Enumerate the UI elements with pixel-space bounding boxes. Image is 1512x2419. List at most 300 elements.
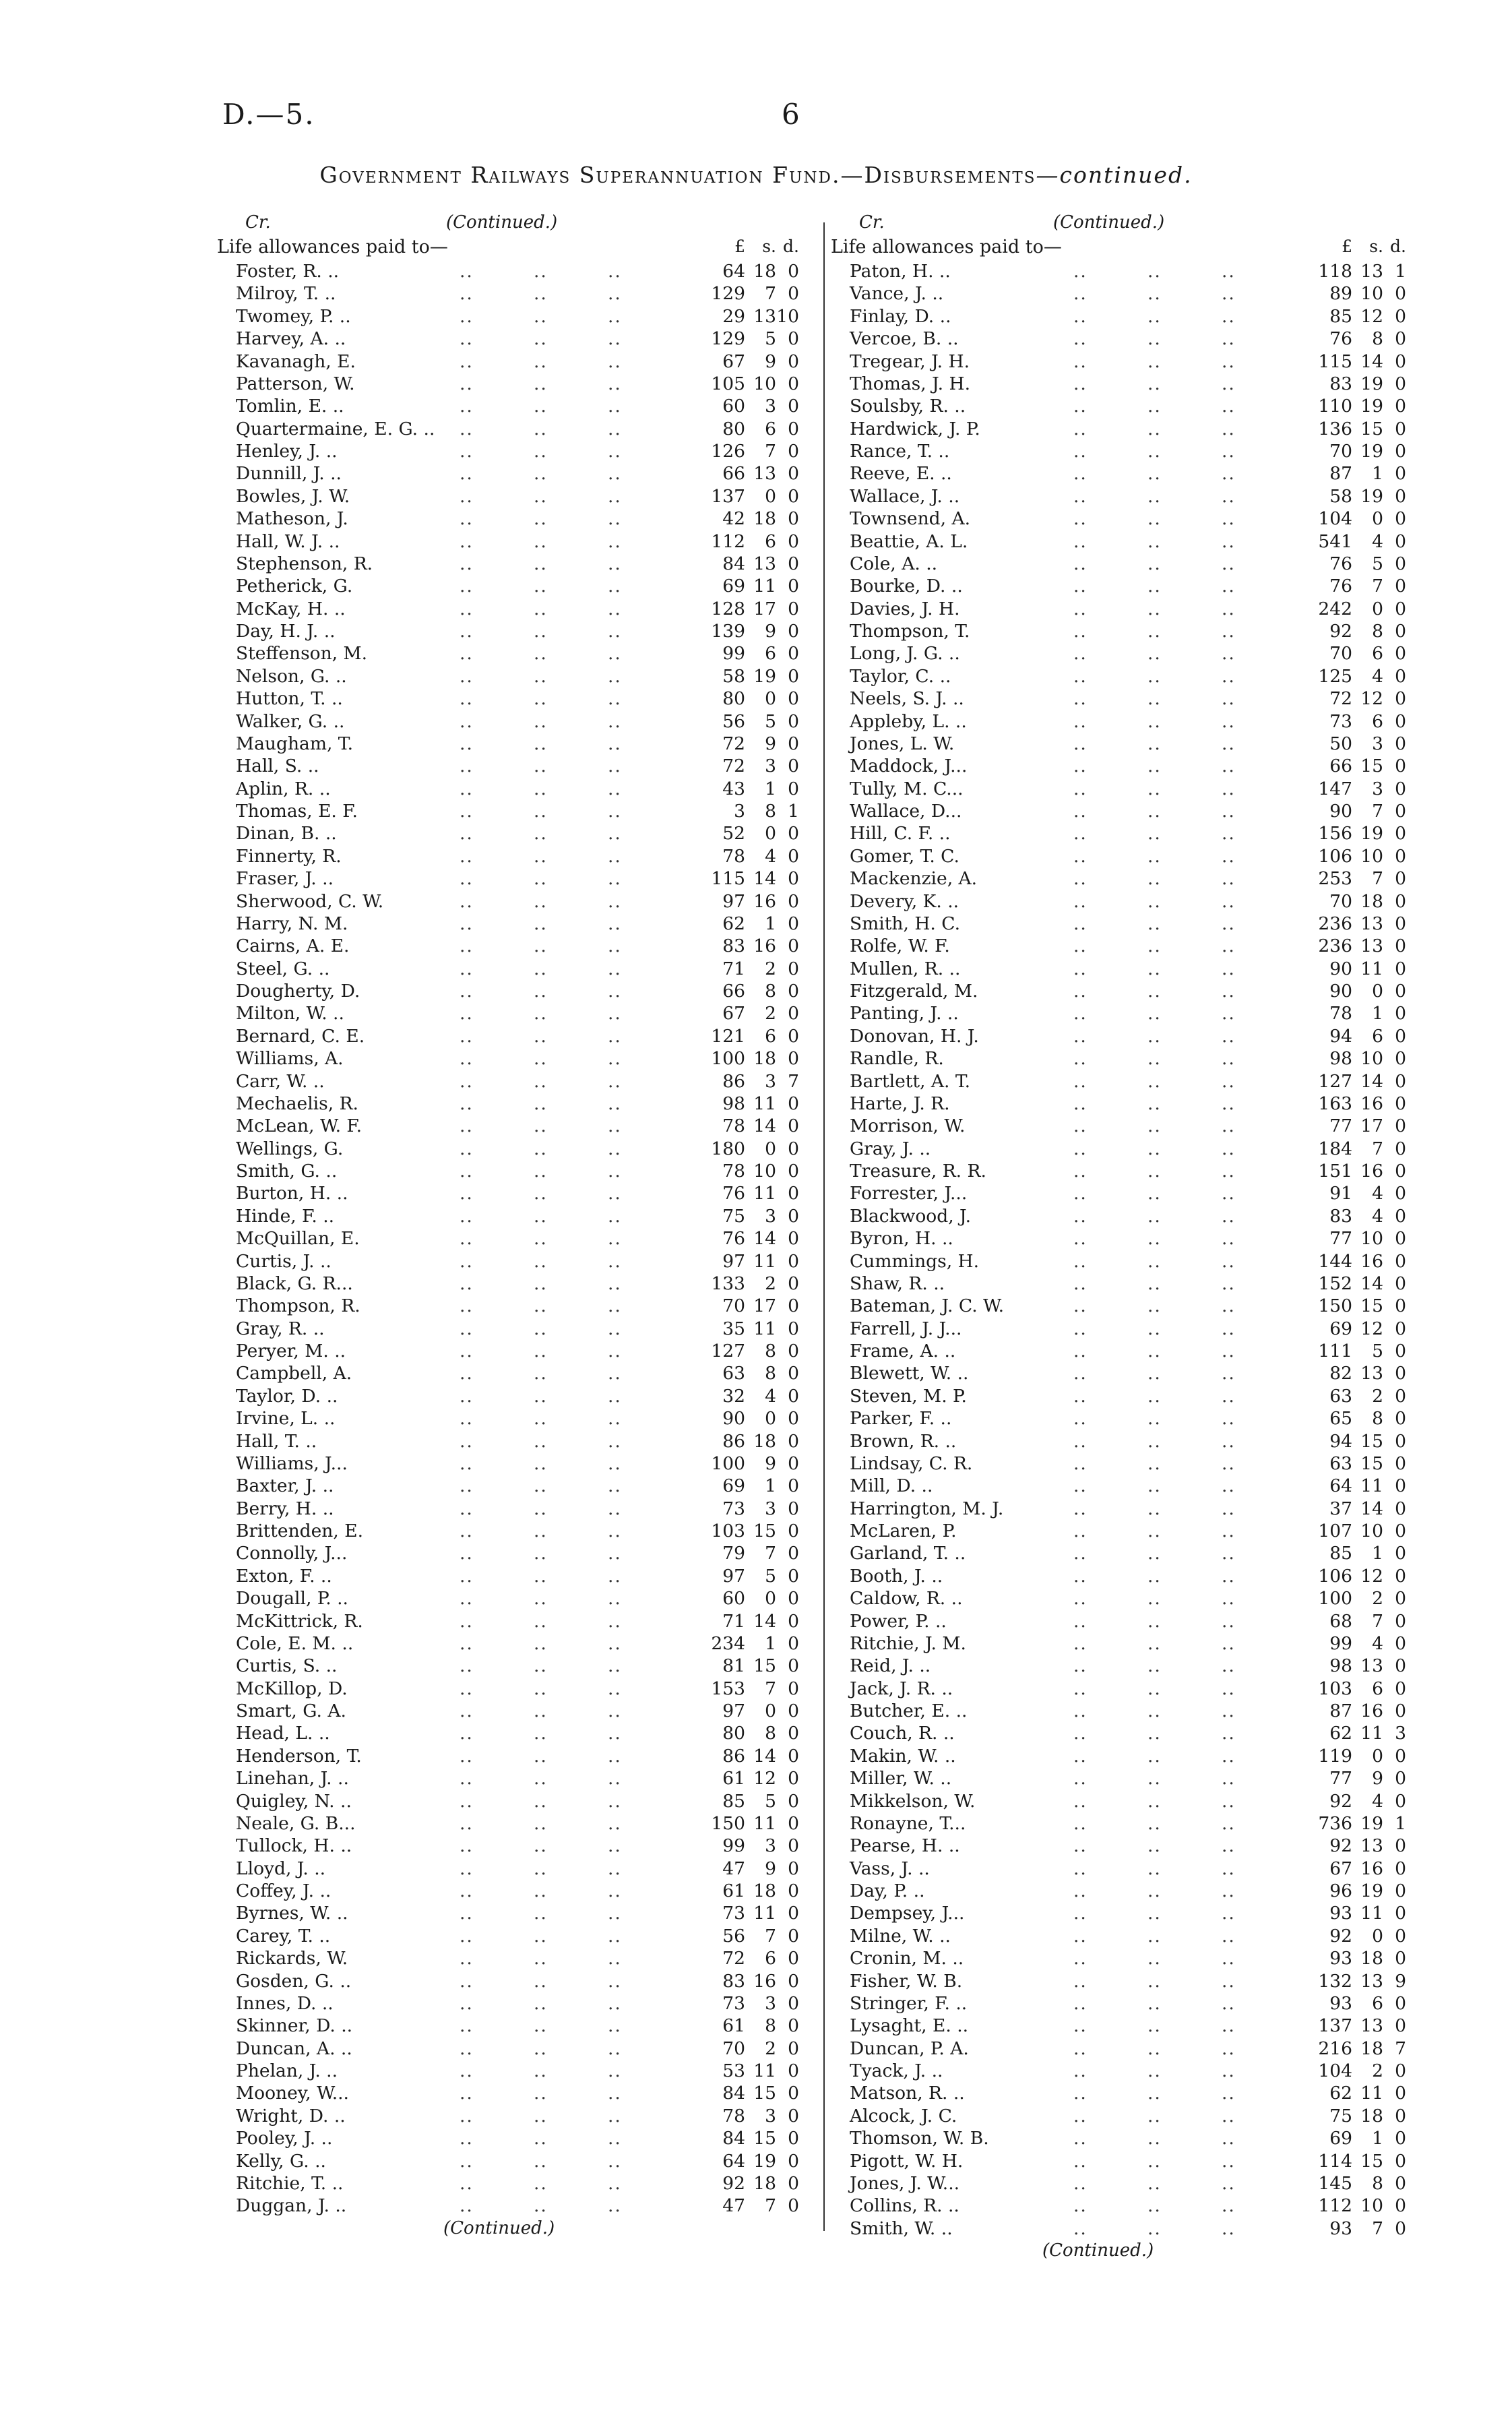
leader-dots: .. [1222,1385,1236,1407]
amount-pounds: 736 [1318,1812,1352,1834]
right-ledger-column [831,212,1412,2266]
table-row [217,845,817,867]
table-row [831,1339,1412,1361]
leader-dots: .. [460,1205,474,1227]
amount-pounds: 89 [1329,283,1352,305]
leader-dots: .. [608,1250,622,1272]
leader-dots: .. [1073,1678,1088,1699]
leader-dots: .. [534,1183,548,1204]
table-row [217,2059,817,2081]
amount-pounds: 93 [1329,1992,1352,2014]
leader-dots: .. [1073,1723,1088,1744]
leader-dots: .. [1222,1273,1236,1294]
pensioner-name: Soulsby, R. .. [850,396,966,417]
amount-shillings: 11 [753,1812,776,1834]
pensioner-name: Taylor, D. .. [236,1385,338,1407]
amount-pence: 0 [1395,1318,1406,1339]
amount-pence: 0 [1395,1183,1406,1204]
table-row [831,1159,1412,1182]
leader-dots: .. [1222,305,1236,327]
table-row [831,2081,1412,2104]
amount-pounds: 153 [711,1678,745,1699]
amount-pence: 0 [788,981,799,1002]
pensioner-name: Harte, J. R. [850,1093,950,1114]
amount-shillings: 19 [1360,373,1383,394]
leader-dots: .. [1147,1318,1162,1339]
table-row [217,417,817,439]
amount-shillings: 1 [765,1475,776,1497]
amount-shillings: 16 [1360,1161,1383,1182]
leader-dots: .. [608,1565,622,1587]
leader-dots: .. [534,576,548,597]
leader-dots: .. [460,1655,474,1677]
leader-dots: .. [460,1723,474,1744]
pensioner-name: Panting, J. .. [850,1003,959,1024]
amount-pounds: 83 [1329,1205,1352,1227]
table-row [831,1474,1412,1496]
leader-dots: .. [460,1025,474,1047]
leader-dots: .. [1222,441,1236,462]
pensioner-name: Henley, J. .. [236,441,338,462]
leader-dots: .. [460,958,474,979]
pensioner-name: Curtis, S. .. [236,1655,338,1677]
amount-shillings: 14 [753,1115,776,1137]
pensioner-name: Williams, A. [236,1048,344,1070]
amount-shillings: 1 [1372,1543,1383,1564]
leader-dots: .. [1147,1521,1162,1541]
amount-pounds: 63 [1329,1452,1352,1474]
leader-dots: .. [608,2060,622,2081]
amount-pounds: 151 [1318,1161,1352,1182]
amount-pence: 0 [788,1138,799,1159]
amount-pounds: 70 [722,2038,745,2059]
amount-pounds: 91 [1329,1183,1352,1204]
table-row [831,642,1412,664]
leader-dots: .. [608,1161,622,1182]
amount-pence: 0 [1395,553,1406,574]
leader-dots: .. [608,1363,622,1384]
leader-dots: .. [608,1183,622,1204]
leader-dots: .. [534,981,548,1002]
amount-shillings: 19 [1360,823,1383,845]
pensioner-name: Butcher, E. .. [850,1701,968,1721]
leader-dots: .. [460,1183,474,1204]
amount-shillings: 1 [1372,463,1383,485]
amount-pounds: 84 [722,2083,745,2104]
left-shillings-header: s. [762,237,776,256]
amount-pence: 0 [788,2105,799,2126]
leader-dots: .. [1073,2105,1088,2126]
pensioner-name: Carr, W. .. [236,1070,325,1092]
amount-pence: 0 [1395,305,1406,327]
amount-pence: 0 [1395,1880,1406,1901]
leader-dots: .. [1147,485,1162,507]
leader-dots: .. [1147,733,1162,754]
amount-shillings: 2 [765,1273,776,1294]
leader-dots: .. [1147,823,1162,845]
leader-dots: .. [534,553,548,574]
table-row [831,1924,1412,1947]
amount-pounds: 156 [1318,823,1352,845]
amount-shillings: 12 [1360,305,1383,327]
leader-dots: .. [460,1250,474,1272]
amount-pounds: 98 [1329,1655,1352,1677]
table-row [217,2014,817,2036]
amount-pence: 0 [788,665,799,687]
amount-pounds: 99 [1329,1632,1352,1654]
amount-pence: 0 [1395,1363,1406,1384]
table-row [217,1924,817,1947]
pensioner-name: McLaren, P. [850,1521,957,1541]
amount-pounds: 150 [1318,1295,1352,1317]
amount-shillings: 9 [765,1858,776,1879]
leader-dots: .. [1222,261,1236,282]
amount-pence: 0 [1395,1768,1406,1789]
table-row [217,1024,817,1047]
leader-dots: .. [608,1992,622,2014]
leader-dots: .. [608,1970,622,1992]
amount-pence: 0 [1395,373,1406,394]
table-row [831,799,1412,822]
amount-pence: 0 [1395,598,1406,619]
amount-shillings: 13 [1360,2015,1383,2037]
leader-dots: .. [1222,733,1236,754]
leader-dots: .. [460,1452,474,1474]
leader-dots: .. [460,823,474,845]
leader-dots: .. [1073,598,1088,619]
amount-shillings: 3 [1372,778,1383,799]
pensioner-name: Day, P. .. [850,1880,925,1901]
amount-shillings: 6 [1372,1678,1383,1699]
leader-dots: .. [1073,1521,1088,1541]
leader-dots: .. [608,710,622,732]
leader-dots: .. [534,418,548,439]
pensioner-name: Davies, J. H. [850,598,960,619]
amount-shillings: 13 [1360,261,1383,282]
amount-pounds: 50 [1329,733,1352,754]
table-row [217,687,817,709]
pensioner-name: Cummings, H. [850,1250,980,1272]
amount-shillings: 9 [765,621,776,642]
leader-dots: .. [1147,1363,1162,1384]
amount-pence: 7 [788,1070,799,1092]
pensioner-name: Thompson, T. [850,621,970,642]
table-row [217,1992,817,2014]
amount-shillings: 15 [1360,1452,1383,1474]
amount-shillings: 14 [753,1228,776,1250]
leader-dots: .. [1222,2217,1236,2239]
leader-dots: .. [460,530,474,552]
amount-shillings: 0 [1372,981,1383,1002]
pensioner-name: Thomas, J. H. [850,373,971,394]
leader-dots: .. [1222,350,1236,372]
leader-dots: .. [460,508,474,530]
left-pounds-header: £ [734,237,745,256]
leader-dots: .. [460,621,474,642]
amount-pence: 0 [1395,621,1406,642]
pensioner-name: Exton, F. .. [236,1565,332,1587]
pensioner-name: Lindsay, C. R. [850,1452,973,1474]
amount-pounds: 77 [1329,1115,1352,1137]
table-row [217,1812,817,1834]
leader-dots: .. [534,530,548,552]
table-row [217,439,817,462]
table-row [217,2126,817,2149]
pensioner-name: Thomson, W. B. [850,2128,989,2149]
amount-pence: 0 [1395,1835,1406,1857]
table-row [831,777,1412,799]
leader-dots: .. [608,2172,622,2194]
table-row [217,732,817,754]
amount-pence: 0 [1395,350,1406,372]
leader-dots: .. [1222,1880,1236,1901]
leader-dots: .. [1073,1273,1088,1294]
leader-dots: .. [460,2128,474,2149]
amount-pounds: 73 [722,1903,745,1924]
amount-pence: 0 [1395,2105,1406,2126]
amount-shillings: 18 [753,261,776,282]
leader-dots: .. [608,1678,622,1699]
leader-dots: .. [1222,1408,1236,1430]
amount-pounds: 47 [722,1858,745,1879]
leader-dots: .. [1222,936,1236,957]
amount-pounds: 115 [1318,350,1352,372]
leader-dots: .. [1147,778,1162,799]
pensioner-name: Donovan, H. J. [850,1025,979,1047]
leader-dots: .. [1073,1452,1088,1474]
pensioner-name: Mackenzie, A. [850,868,978,890]
table-row [217,2172,817,2194]
amount-shillings: 8 [1372,328,1383,350]
amount-shillings: 5 [765,710,776,732]
leader-dots: .. [1147,710,1162,732]
pensioner-name: Smart, G. A. [236,1701,346,1721]
pensioner-name: Dempsey, J... [850,1903,965,1924]
table-row [217,1767,817,1789]
pensioner-name: Matson, R. .. [850,2083,965,2104]
amount-pounds: 29 [722,305,745,327]
leader-dots: .. [1222,1903,1236,1924]
leader-dots: .. [608,688,622,710]
leader-dots: .. [1222,530,1236,552]
amount-pence: 0 [788,1925,799,1947]
leader-dots: .. [1147,1790,1162,1812]
amount-pounds: 56 [722,1925,745,1947]
pensioner-name: Maddock, J... [850,756,968,777]
leader-dots: .. [460,2195,474,2217]
table-row [217,642,817,664]
leader-dots: .. [1147,1948,1162,1969]
amount-pounds: 35 [722,1318,745,1339]
leader-dots: .. [608,1228,622,1250]
table-row [831,1610,1412,1632]
leader-dots: .. [1073,1408,1088,1430]
pensioner-name: Thompson, R. [236,1295,360,1317]
leader-dots: .. [1147,2217,1162,2239]
pensioner-name: Mikkelson, W. [850,1790,976,1812]
table-row [217,1137,817,1159]
leader-dots: .. [534,1745,548,1767]
leader-dots: .. [534,665,548,687]
amount-pounds: 60 [722,1588,745,1610]
pensioner-name: Mill, D. .. [850,1475,933,1497]
amount-shillings: 11 [1360,2083,1383,2104]
leader-dots: .. [608,778,622,799]
amount-pence: 0 [788,576,799,597]
amount-pence: 0 [788,373,799,394]
amount-pence: 0 [1395,1273,1406,1294]
amount-shillings: 14 [1360,1273,1383,1294]
leader-dots: .. [1073,1610,1088,1632]
leader-dots: .. [1147,2083,1162,2104]
amount-pounds: 70 [722,1295,745,1317]
leader-dots: .. [534,2128,548,2149]
amount-pounds: 112 [1318,2195,1352,2217]
table-row [217,394,817,417]
leader-dots: .. [534,621,548,642]
amount-pence: 0 [1395,845,1406,867]
amount-pounds: 111 [1318,1341,1352,1361]
leader-dots: .. [1147,1678,1162,1699]
leader-dots: .. [1222,418,1236,439]
leader-dots: .. [534,756,548,777]
amount-shillings: 6 [1372,1992,1383,2014]
amount-pence: 0 [1395,688,1406,710]
leader-dots: .. [460,576,474,597]
amount-pence: 0 [1395,1632,1406,1654]
pensioner-name: Berry, H. .. [236,1498,334,1519]
amount-pounds: 85 [722,1790,745,1812]
leader-dots: .. [1222,1161,1236,1182]
leader-dots: .. [1073,1565,1088,1587]
pensioner-name: Ronayne, T... [850,1812,966,1834]
amount-pounds: 236 [1318,913,1352,934]
table-row [217,957,817,979]
leader-dots: .. [534,485,548,507]
amount-pounds: 129 [711,328,745,350]
leader-dots: .. [608,1318,622,1339]
amount-pounds: 32 [722,1385,745,1407]
leader-dots: .. [460,1318,474,1339]
table-row [831,1182,1412,1204]
amount-pounds: 92 [1329,1835,1352,1857]
amount-pence: 1 [788,801,799,822]
leader-dots: .. [1222,283,1236,305]
pensioner-name: Coffey, J. .. [236,1880,332,1901]
pensioner-name: Connolly, J... [236,1543,348,1564]
amount-pounds: 118 [1318,261,1352,282]
amount-pounds: 80 [722,1723,745,1744]
amount-pence: 0 [788,1430,799,1452]
leader-dots: .. [460,868,474,890]
table-row [217,574,817,596]
amount-pounds: 42 [722,508,745,530]
table-row [217,1114,817,1136]
table-row [831,259,1412,282]
pensioner-name: Reid, J. .. [850,1655,931,1677]
leader-dots: .. [608,1521,622,1541]
leader-dots: .. [534,1610,548,1632]
amount-shillings: 14 [1360,350,1383,372]
amount-shillings: 7 [765,2195,776,2217]
leader-dots: .. [534,1903,548,1924]
leader-dots: .. [1147,936,1162,957]
pensioner-name: Couch, R. .. [850,1723,955,1744]
amount-shillings: 4 [1372,665,1383,687]
leader-dots: .. [460,598,474,619]
pensioner-name: Dinan, B. .. [236,823,337,845]
table-row [831,372,1412,394]
leader-dots: .. [608,1655,622,1677]
amount-shillings: 16 [1360,1250,1383,1272]
amount-shillings: 6 [765,530,776,552]
pensioner-name: Curtis, J. .. [236,1250,332,1272]
leader-dots: .. [608,1948,622,1969]
amount-pounds: 65 [1329,1408,1352,1430]
amount-shillings: 11 [753,2060,776,2081]
amount-pence: 0 [1395,1903,1406,1924]
table-row [217,1969,817,1992]
amount-shillings: 3 [765,1205,776,1227]
leader-dots: .. [608,913,622,934]
amount-pence: 9 [1395,1970,1406,1992]
table-row [831,687,1412,709]
table-row [831,979,1412,1002]
amount-pence: 0 [788,778,799,799]
pensioner-name: Frame, A. .. [850,1341,956,1361]
table-row [217,1452,817,1474]
amount-pounds: 114 [1318,2150,1352,2172]
leader-dots: .. [460,1228,474,1250]
table-row [831,1812,1412,1834]
leader-dots: .. [534,1992,548,2014]
page-title-main: Government Railways Superannuation Fund.—Disbursements [319,162,1036,188]
amount-pence: 0 [1395,1161,1406,1182]
pensioner-name: Fisher, W. B. [850,1970,963,1992]
pensioner-name: Phelan, J. .. [236,2060,338,2081]
leader-dots: .. [1073,710,1088,732]
leader-dots: .. [1073,643,1088,665]
amount-pence: 0 [788,1768,799,1789]
leader-dots: .. [1073,913,1088,934]
amount-pence: 0 [1395,2060,1406,2081]
leader-dots: .. [1222,1610,1236,1632]
leader-dots: .. [1073,868,1088,890]
amount-pence: 0 [1395,1070,1406,1092]
table-row [217,867,817,889]
leader-dots: .. [1147,1723,1162,1744]
table-row [831,305,1412,327]
leader-dots: .. [460,1992,474,2014]
amount-pence: 0 [1395,1115,1406,1137]
amount-pence: 0 [1395,665,1406,687]
amount-pence: 0 [788,1183,799,1204]
pensioner-name: Byron, H. .. [850,1228,953,1250]
leader-dots: .. [608,845,622,867]
amount-pence: 0 [788,2083,799,2104]
amount-shillings: 11 [1360,1475,1383,1497]
pensioner-name: Baxter, J. .. [236,1475,334,1497]
amount-pounds: 126 [711,441,745,462]
pensioner-name: McKillop, D. [236,1678,348,1699]
left-subheading-label: Life allowances paid to— [217,237,448,257]
amount-shillings: 6 [1372,710,1383,732]
leader-dots: .. [1073,890,1088,912]
amount-pence: 0 [788,890,799,912]
amount-pounds: 115 [711,868,745,890]
pensioner-name: Skinner, D. .. [236,2015,353,2037]
leader-dots: .. [460,936,474,957]
